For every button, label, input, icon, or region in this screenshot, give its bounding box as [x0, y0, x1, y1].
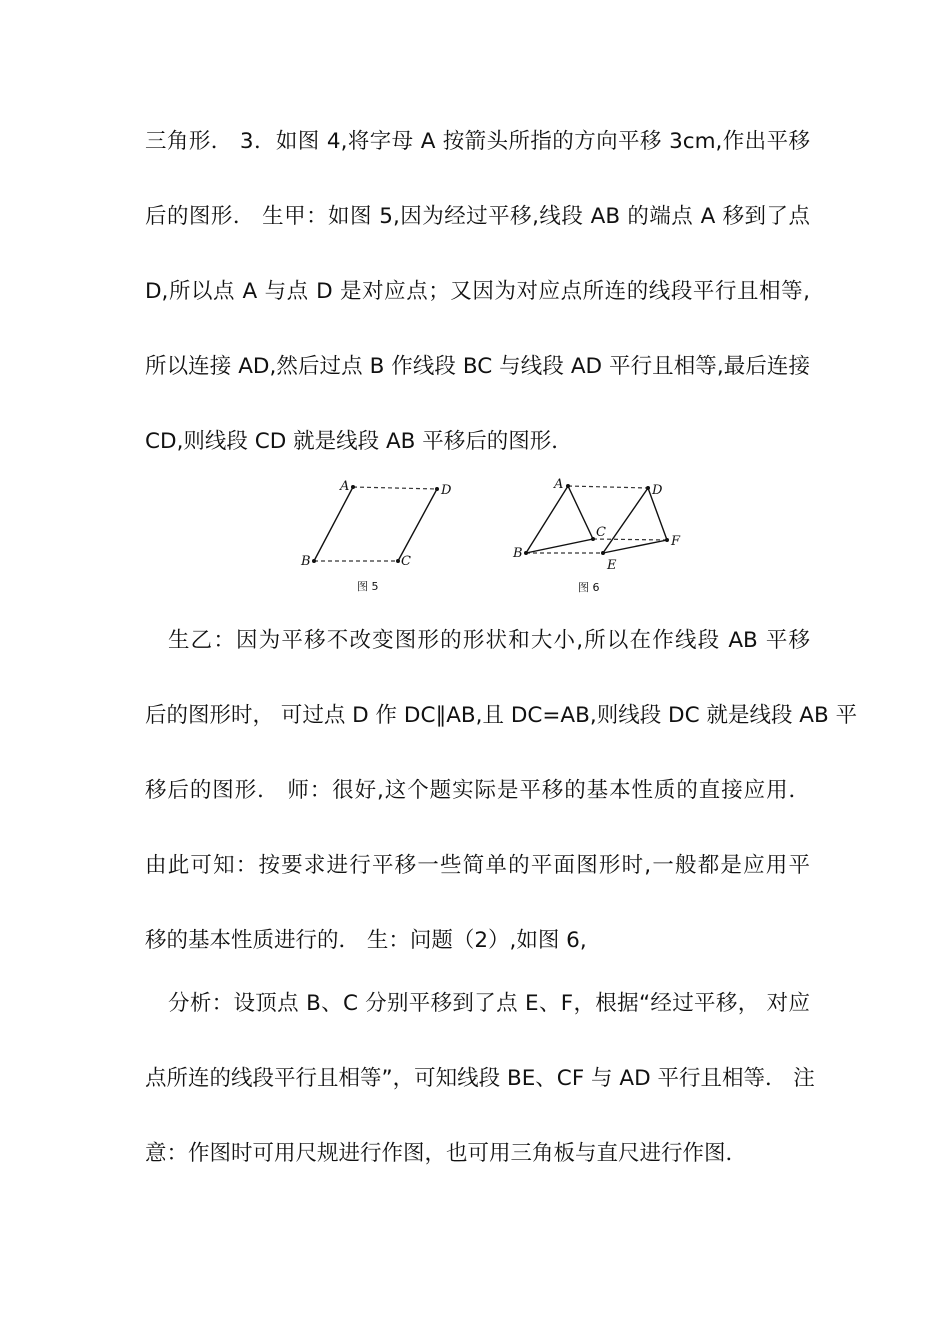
- label-c: C: [401, 554, 411, 569]
- point-c: [591, 537, 595, 541]
- text-line: 分析：设顶点 B、C 分别平移到了点 E、F，根据“经过平移， 对应: [168, 991, 810, 1016]
- label-e: E: [607, 558, 617, 573]
- segment-ad: [568, 486, 648, 488]
- point-a: [351, 485, 355, 489]
- segment-ad: [353, 487, 437, 489]
- segment-ab: [314, 487, 353, 561]
- point-f: [665, 538, 669, 542]
- figure-5: [295, 475, 465, 600]
- text-line: CD,则线段 CD 就是线段 AB 平移后的图形．: [145, 429, 573, 454]
- segment-dc: [398, 489, 437, 561]
- label-d: D: [652, 483, 663, 498]
- figure-6-caption: 图 6: [578, 581, 600, 594]
- label-b: B: [301, 554, 311, 569]
- text-line: 点所连的线段平行且相等”，可知线段 BE、CF 与 AD 平行且相等． 注: [145, 1066, 815, 1091]
- text-line: 移的基本性质进行的． 生：问题（2）,如图 6,: [145, 928, 587, 953]
- text-line: 生乙：因为平移不改变图形的形状和大小,所以在作线段 AB 平移: [168, 628, 810, 653]
- point-d: [646, 486, 650, 490]
- point-b: [524, 551, 528, 555]
- text-line: 移后的图形． 师：很好,这个题实际是平移的基本性质的直接应用．: [145, 778, 810, 803]
- text-line: 所以连接 AD,然后过点 B 作线段 BC 与线段 AD 平行且相等,最后连接: [145, 354, 810, 379]
- label-f: F: [671, 534, 681, 549]
- label-d: D: [441, 483, 452, 498]
- point-e: [601, 551, 605, 555]
- triangle-abc: [526, 486, 593, 553]
- point-a: [566, 484, 570, 488]
- label-c: C: [596, 525, 606, 540]
- text-line: D,所以点 A 与点 D 是对应点；又因为对应点所连的线段平行且相等,: [145, 279, 810, 304]
- figure-6: [510, 472, 690, 600]
- label-a: A: [554, 477, 564, 492]
- point-c: [396, 559, 400, 563]
- text-line: 意：作图时可用尺规进行作图，也可用三角板与直尺进行作图．: [145, 1141, 748, 1166]
- text-line: 三角形． 3．如图 4,将字母 A 按箭头所指的方向平移 3cm,作出平移: [145, 129, 810, 154]
- text-line: 后的图形时， 可过点 D 作 DC∥AB,且 DC=AB,则线段 DC 就是线段 AB 平: [145, 703, 858, 728]
- text-line: 后的图形． 生甲：如图 5,因为经过平移,线段 AB 的端点 A 移到了点: [145, 204, 810, 229]
- figure-5-caption: 图 5: [357, 580, 379, 593]
- point-d: [435, 487, 439, 491]
- label-b: B: [513, 546, 523, 561]
- point-b: [312, 559, 316, 563]
- text-line: 由此可知：按要求进行平移一些简单的平面图形时,一般都是应用平: [145, 853, 810, 878]
- label-a: A: [340, 479, 350, 494]
